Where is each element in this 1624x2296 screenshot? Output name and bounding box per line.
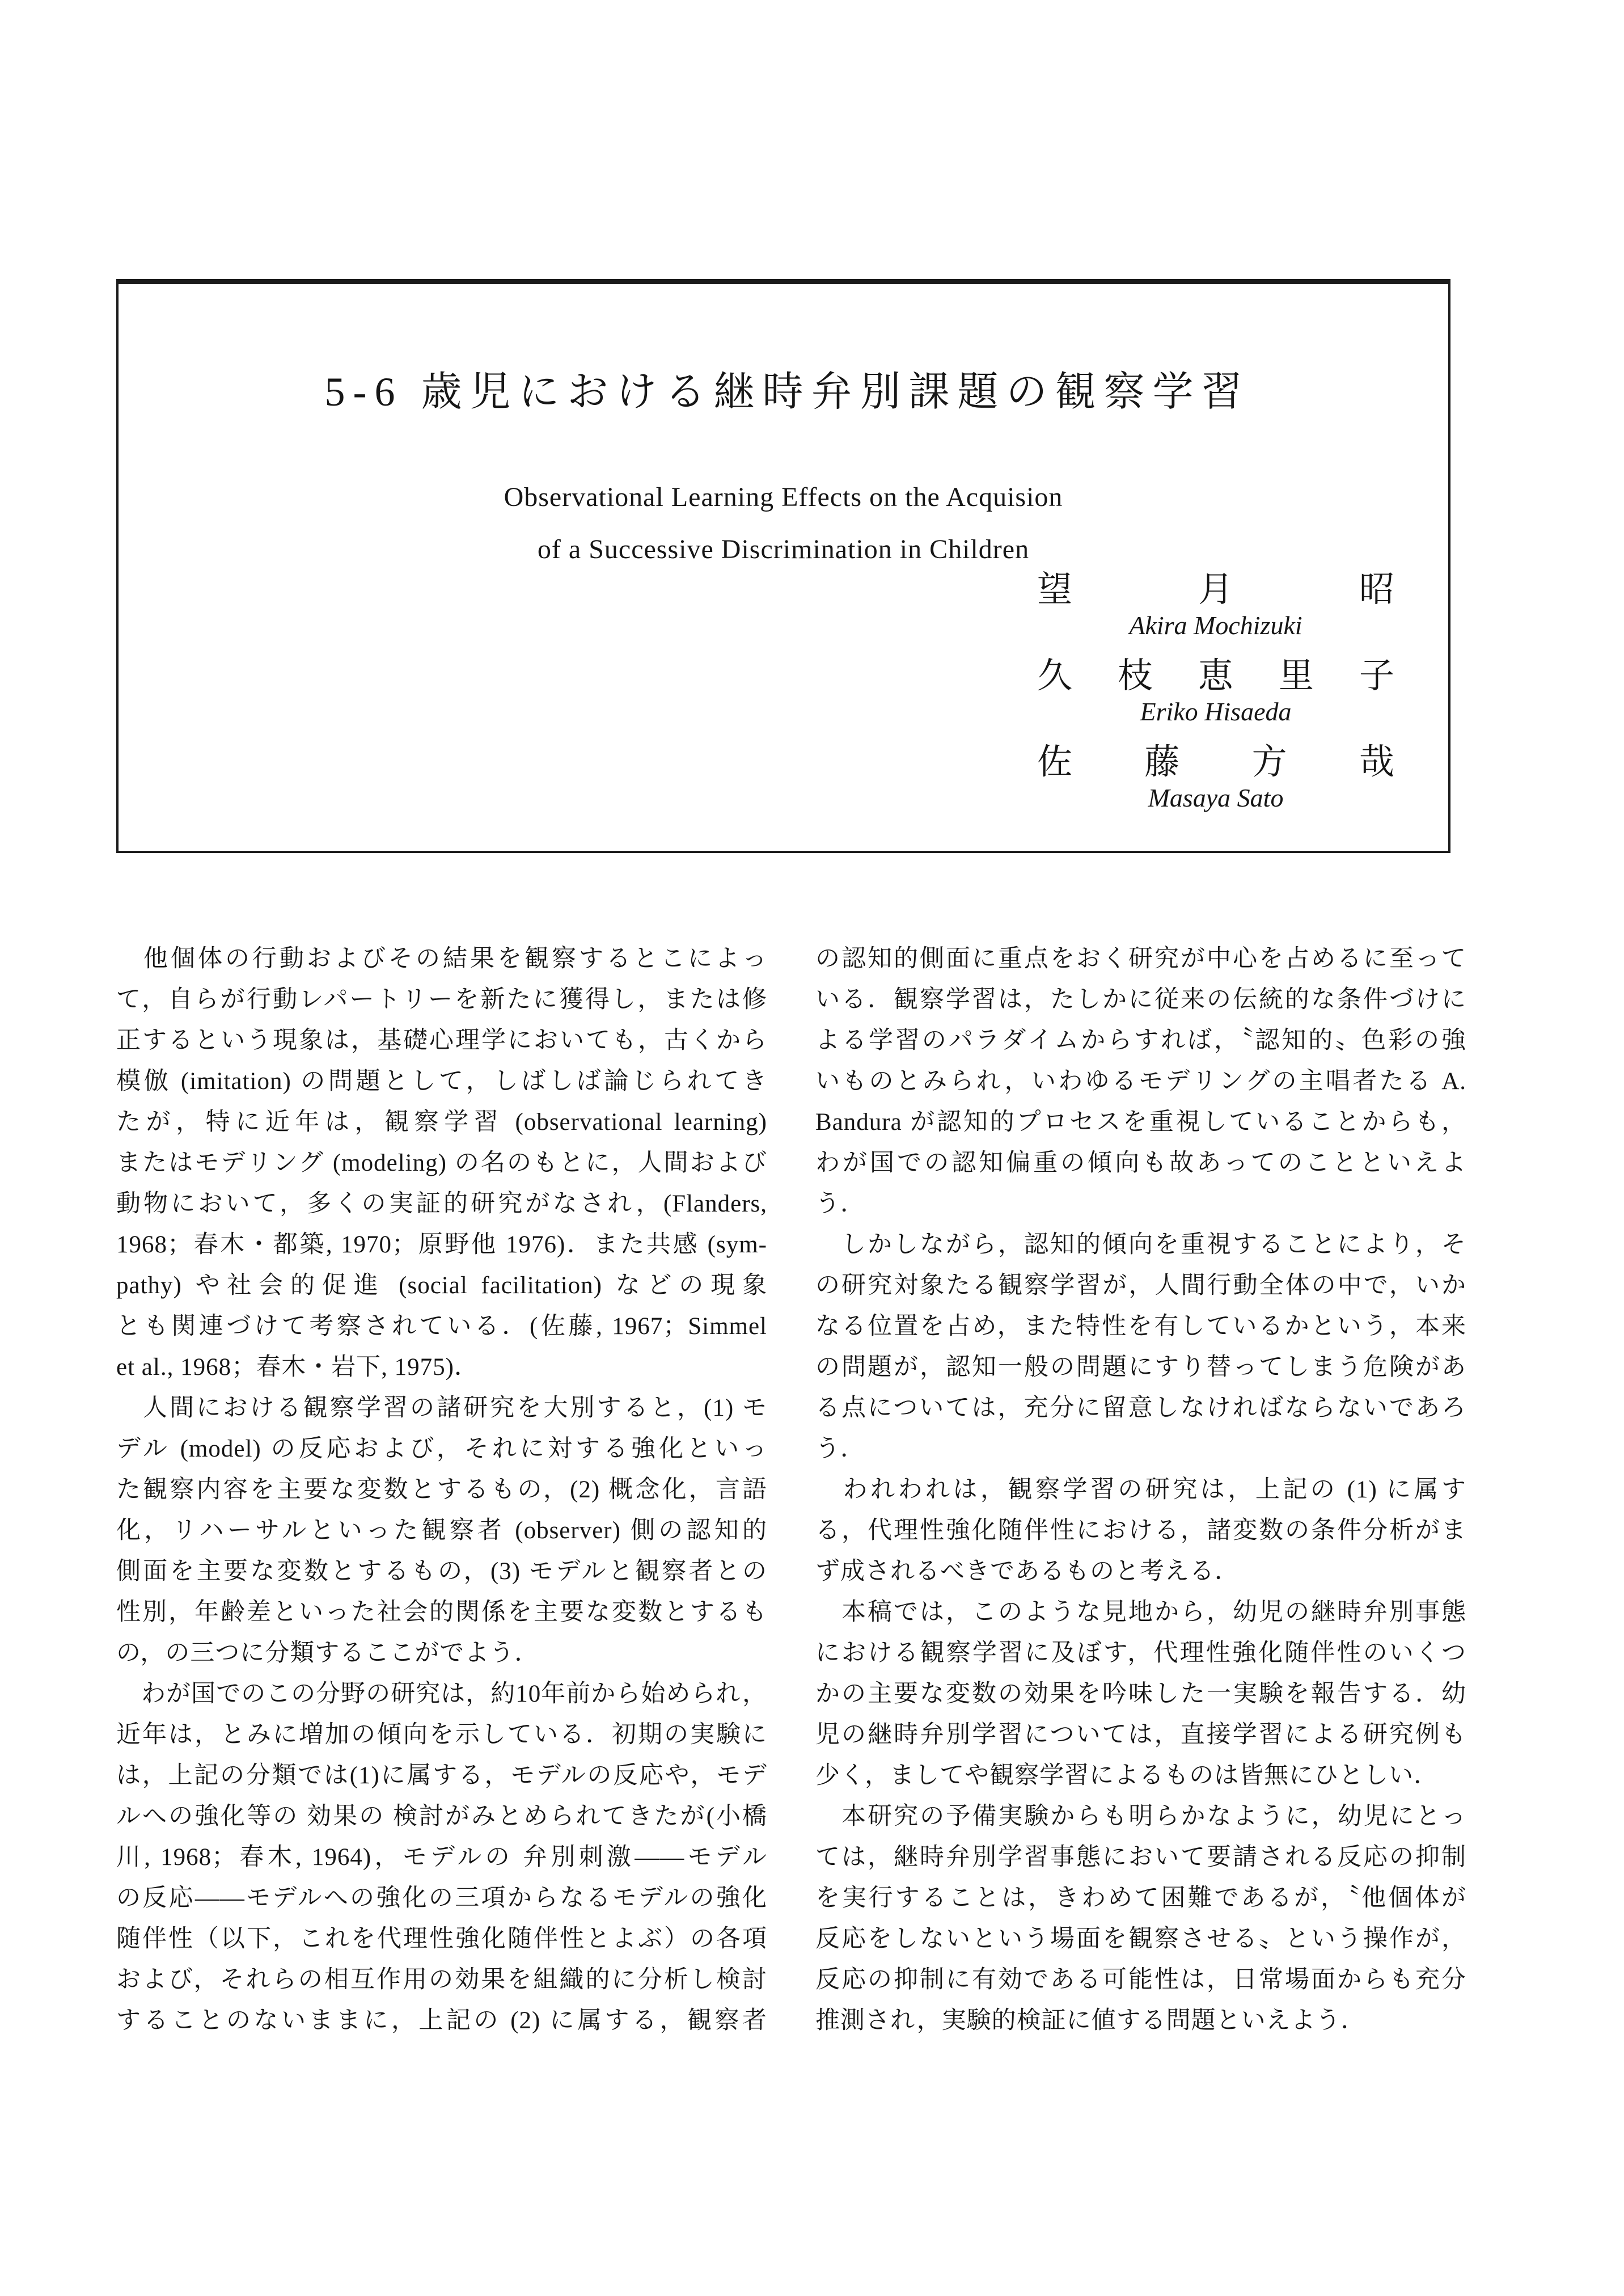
- body-text-line: なる位置を占め，また特性を有しているかという，本来: [815, 1313, 1466, 1340]
- author-entry: [1037, 657, 1394, 726]
- author-name-japanese: 佐 藤 方 哉: [1037, 743, 1394, 782]
- body-text-line: 反応の抑制に有効である可能性は，日常場面からも充分: [815, 1966, 1466, 1993]
- body-column-right: [815, 939, 1466, 2041]
- body-text-line: 川, 1968；春木, 1964)，モデルの 弁別刺激——モデル: [116, 1844, 767, 1871]
- body-text-line: 児の継時弁別学習については，直接学習による研究例も: [815, 1721, 1466, 1748]
- body-text-line: わが国での認知偏重の傾向も故あってのことといえよ: [815, 1150, 1466, 1176]
- body-text-line: における観察学習に及ぼす，代理性強化随伴性のいくつ: [815, 1640, 1466, 1666]
- body-text-line: 1968；春木・都築, 1970；原野他 1976)．また共感 (sym-: [116, 1231, 767, 1258]
- title-box: [116, 279, 1450, 853]
- paper-title-english: [119, 471, 1448, 576]
- body-text-line: することのないままに，上記の (2) に属する，観察者: [116, 2007, 767, 2034]
- body-text-line: および，それらの相互作用の効果を組織的に分析し検討: [116, 1966, 767, 1993]
- paper-title-english-line1: Observational Learning Effects on the Acquision: [504, 482, 1063, 512]
- author-name-japanese: 望 月 昭: [1037, 571, 1394, 609]
- body-text-line: よる学習のパラダイムからすれば，〝認知的〟色彩の強: [815, 1027, 1466, 1054]
- body-text-line: の反応——モデルへの強化の三項からなるモデルの強化: [116, 1885, 767, 1911]
- body-text-line: 随伴性（以下，これを代理性強化随伴性とよぶ）の各項: [116, 1926, 767, 1952]
- body-text-line: 本研究の予備実験からも明らかなように，幼児にとっ: [815, 1803, 1466, 1830]
- body-text-line: 近年は，とみに増加の傾向を示している．初期の実験に: [116, 1721, 767, 1748]
- body-text-line: 性別，年齢差といった社会的関係を主要な変数とするも: [116, 1599, 767, 1626]
- body-text-line: 本稿では，このような見地から，幼児の継時弁別事態: [815, 1599, 1466, 1626]
- body-text-line: 側面を主要な変数とするもの，(3) モデルと観察者との: [116, 1558, 767, 1585]
- body-text-line: は，上記の分類では(1)に属する，モデルの反応や，モデ: [116, 1762, 767, 1789]
- body-text-line: 少く，ましてや観察学習によるものは皆無にひとしい．: [815, 1762, 1439, 1789]
- author-entry: [1037, 571, 1394, 640]
- body-text-line: et al., 1968；春木・岩下, 1975)．: [116, 1354, 479, 1381]
- body-text-line: 動物において，多くの実証的研究がなされ，(Flanders,: [116, 1191, 767, 1217]
- body-text-line: 化，リハーサルといった観察者 (observer) 側の認知的: [116, 1517, 767, 1544]
- author-name-japanese: 久 枝 恵 里 子: [1037, 657, 1394, 695]
- body-text-line: またはモデリング (modeling) の名のもとに，人間および: [116, 1150, 767, 1176]
- author-name-romanized: Eriko Hisaeda: [1140, 697, 1292, 726]
- author-name-romanized: Akira Mochizuki: [1129, 611, 1302, 640]
- body-text-line: いものとみられ，いわゆるモデリングの主唱者たる A.: [815, 1068, 1466, 1095]
- body-text-line: とも関連づけて考察されている．(佐藤, 1967；Simmel: [116, 1313, 767, 1340]
- body-text-line: しかしながら，認知的傾向を重視することにより，そ: [815, 1231, 1466, 1258]
- body-text-line: を実行することは，きわめて困難であるが，〝他個体が: [815, 1885, 1466, 1911]
- body-text-line: いる．観察学習は，たしかに従来の伝統的な条件づけに: [815, 986, 1466, 1013]
- body-text-line: わが国でのこの分野の研究は，約10年前から始められ，: [116, 1681, 767, 1707]
- body-text-line: かの主要な変数の効果を吟味した一実験を報告する．幼: [815, 1681, 1466, 1707]
- body-text-line: Bandura が認知的プロセスを重視していることからも，: [815, 1109, 1466, 1136]
- body-text-line: 反応をしないという場面を観察させる〟という操作が，: [815, 1926, 1466, 1952]
- body-text-line: ては，継時弁別学習事態において要請される反応の抑制: [815, 1844, 1466, 1871]
- body-text-line: の，の三つに分類するここがでよう．: [116, 1640, 540, 1666]
- paper-title-japanese: 5-6 歳児における継時弁別課題の観察学習: [324, 369, 1250, 415]
- body-text-line: 人間における観察学習の諸研究を大別すると，(1) モ: [116, 1395, 767, 1421]
- authors-block: [1037, 571, 1394, 829]
- body-text-line: 正するという現象は，基礎心理学においても，古くから: [116, 1027, 767, 1054]
- body-text-line: た観察内容を主要な変数とするもの，(2) 概念化，言語: [116, 1476, 767, 1503]
- body-text-line: 他個体の行動およびその結果を観察するとこによっ: [116, 946, 767, 972]
- body-text-line: の認知的側面に重点をおく研究が中心を占めるに至って: [815, 946, 1466, 972]
- body-text-line: 模倣 (imitation) の問題として，しばしば論じられてき: [116, 1068, 767, 1095]
- body-text-line: われわれは，観察学習の研究は，上記の (1) に属す: [815, 1476, 1466, 1503]
- body-text-line: ず成されるべきであるものと考える．: [815, 1558, 1240, 1585]
- body-text-line: る点については，充分に留意しなければならないであろ: [815, 1395, 1466, 1421]
- paper-title-english-line2: of a Successive Discrimination in Children: [537, 534, 1030, 564]
- body-text-line: たが，特に近年は，観察学習 (observational learning): [116, 1109, 767, 1136]
- body-text-line: ルへの強化等の 効果の 検討がみとめられてきたが(小橋: [116, 1803, 767, 1830]
- author-entry: [1037, 743, 1394, 812]
- body-column-left: [116, 939, 767, 2041]
- body-text-line: デル (model) の反応および，それに対する強化といっ: [116, 1436, 767, 1462]
- body-text-line: う．: [815, 1191, 865, 1217]
- body-text-line: 推測され，実験的検証に値する問題といえよう．: [815, 2007, 1366, 2034]
- body-text-line: る，代理性強化随伴性における，諸変数の条件分析がま: [815, 1517, 1466, 1544]
- body-text-line: pathy) や社会的促進 (social facilitation) などの現象: [116, 1272, 767, 1299]
- body-text-line: て，自らが行動レパートリーを新たに獲得し，または修: [116, 986, 767, 1013]
- body-text-line: う．: [815, 1436, 865, 1462]
- author-name-romanized: Masaya Sato: [1148, 783, 1284, 812]
- body-text-line: の問題が，認知一般の問題にすり替ってしまう危険があ: [815, 1354, 1466, 1381]
- body-text-line: の研究対象たる観察学習が，人間行動全体の中で，いか: [815, 1272, 1466, 1299]
